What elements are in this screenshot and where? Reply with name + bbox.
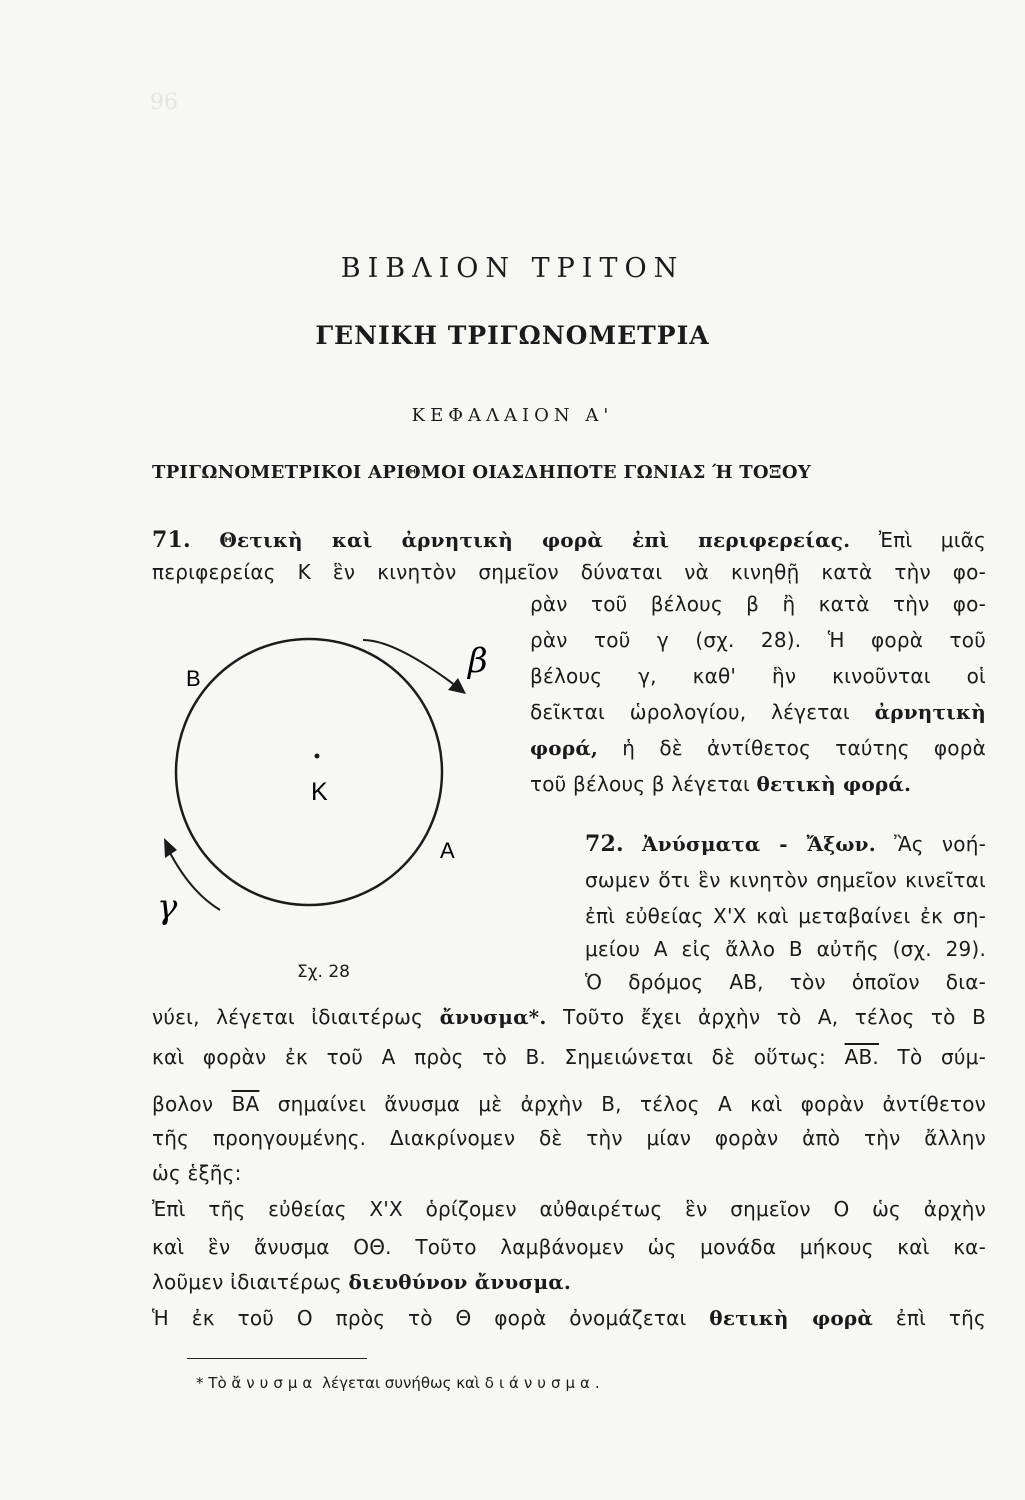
section-71-line-8: τοῦ βέλους β λέγεται θετικὴ φορά. [530, 772, 912, 796]
book-title: ΒΙΒΛΙΟΝ ΤΡΙΤΟΝ [340, 253, 685, 284]
section-title: ΓΕΝΙΚΗ ΤΡΙΓΩΝΟΜΕΤΡΙΑ [315, 321, 710, 350]
label-a: Α [440, 838, 455, 863]
vector-BA: $\overline{BA}$ [231, 1092, 260, 1116]
page-number: 96 [150, 90, 178, 115]
section-72-line-3: ἐπὶ εὐθείας Χ'Χ καὶ μεταβαίνει ἐκ ση- [585, 904, 986, 928]
section-72-line-11: Ἐπὶ τῆς εὐθείας Χ'Χ ὁρίζομεν αὐθαιρέτως ἓν σημεῖον Ο ὡς ἀρχὴν [152, 1197, 986, 1221]
vector-AB: ΑΒ. [844, 1045, 879, 1069]
section-71-number: 71. [152, 527, 191, 553]
term-negative-direction: ἀρνητικὴ [874, 700, 986, 724]
term-positive-direction: θετικὴ φορά. [756, 772, 912, 796]
section-72-line-8: βολον $\overline{BA}$ σημαίνει ἄνυσμα μὲ ἀρχὴν Β, τέλος Α καὶ φορὰν ἀντίθετον [152, 1092, 987, 1116]
label-beta: β [468, 641, 488, 681]
section-72-line-9: τῆς προηγουμένης. Διακρίνομεν δὲ τὴν μίαν φορὰν ἀπὸ τὴν ἄλλην [152, 1126, 986, 1150]
term-unit-vector: διευθύνον ἄνυσμα. [348, 1270, 572, 1294]
section-72-line-12: καὶ ἓν ἄνυσμα ΟΘ. Τοῦτο λαμβάνομεν ὡς μονάδα μήκους καὶ κα- [152, 1235, 986, 1259]
section-71-heading: Θετικὴ καὶ ἀρνητικὴ φορὰ ἐπὶ περιφερείας. [219, 528, 851, 552]
section-72-heading: Ἀνύσματα - Ἄξων. [642, 832, 876, 856]
chapter-title: ΤΡΙΓΩΝΟΜΕΤΡΙΚΟΙ ΑΡΙΘΜΟΙ ΟΙΑΣΔΗΠΟΤΕ ΓΩΝΙΑΣ Ή ΤΟΞΟΥ [152, 462, 811, 483]
section-72-line-5: Ὁ δρόμος ΑΒ, τὸν ὁποῖον δια- [585, 970, 986, 994]
section-71-line-5: βέλους γ, καθ' ἣν κινοῦνται οἱ [530, 664, 986, 688]
center-point-k [315, 754, 320, 759]
section-72-line-7: καὶ φορὰν ἐκ τοῦ Α πρὸς τὸ Β. Σημειώνεται δὲ οὕτως: ΑΒ. Τὸ σύμ- [152, 1045, 986, 1069]
circle-k [176, 639, 442, 905]
section-71-line-6: δεῖκται ὡρολογίου, λέγεται ἀρνητικὴ [530, 700, 986, 724]
section-71-line-1: 71. Θετικὴ καὶ ἀρνητικὴ φορὰ ἐπὶ περιφερείας. Ἐπὶ μιᾶς [152, 527, 987, 553]
footnote: * Τὸ ἄνυσμα λέγεται συνήθως καὶ διάνυσμα. [196, 1374, 605, 1392]
section-72-line-13: λοῦμεν ἰδιαιτέρως διευθύνον ἄνυσμα. [152, 1270, 572, 1294]
section-72-number: 72. [585, 831, 624, 857]
label-b: Β [186, 666, 201, 691]
section-72-line-6: νύει, λέγεται ἰδιαιτέρως ἄνυσμα*. Τοῦτο ἔχει ἀρχὴν τὸ Α, τέλος τὸ Β [152, 1005, 987, 1029]
section-72-line-4: μείου Α εἰς ἄλλο Β αὐτῆς (σχ. 29). [585, 937, 986, 961]
label-k: Κ [311, 778, 328, 806]
section-71-line-2: περιφερείας Κ ἓν κινητὸν σημεῖον δύναται νὰ κινηθῇ κατὰ τὴν φο- [152, 560, 986, 584]
term-vector: ἄνυσμα*. [439, 1005, 547, 1029]
section-72-line-14: Ἡ ἐκ τοῦ Ο πρὸς τὸ Θ φορὰ ὀνομάζεται θετικὴ φορὰ ἐπὶ τῆς [152, 1306, 986, 1330]
section-71-line-4: ρὰν τοῦ γ (σχ. 28). Ἡ φορὰ τοῦ [530, 628, 986, 652]
section-71-line-3: ρὰν τοῦ βέλους β ἢ κατὰ τὴν φο- [530, 592, 986, 616]
footnote-rule [187, 1358, 367, 1359]
figure-caption: Σχ. 28 [297, 962, 351, 982]
chapter-label: ΚΕΦΑΛΑΙΟΝ Α' [411, 405, 614, 426]
arrow-beta [363, 640, 456, 686]
figure-28-circle-diagram [150, 612, 530, 962]
section-72-line-1: 72. Ἀνύσματα - Ἄξων. Ἂς νοή- [585, 831, 986, 857]
section-72-line-10: ὡς ἑξῆς: [152, 1161, 242, 1185]
section-71-line-7: φορά, ἡ δὲ ἀντίθετος ταύτης φορὰ [530, 736, 986, 760]
arrowhead-beta [448, 678, 466, 694]
section-72-line-2: σωμεν ὅτι ἓν κινητὸν σημεῖον κινεῖται [585, 868, 986, 892]
label-gamma: γ [157, 887, 178, 927]
